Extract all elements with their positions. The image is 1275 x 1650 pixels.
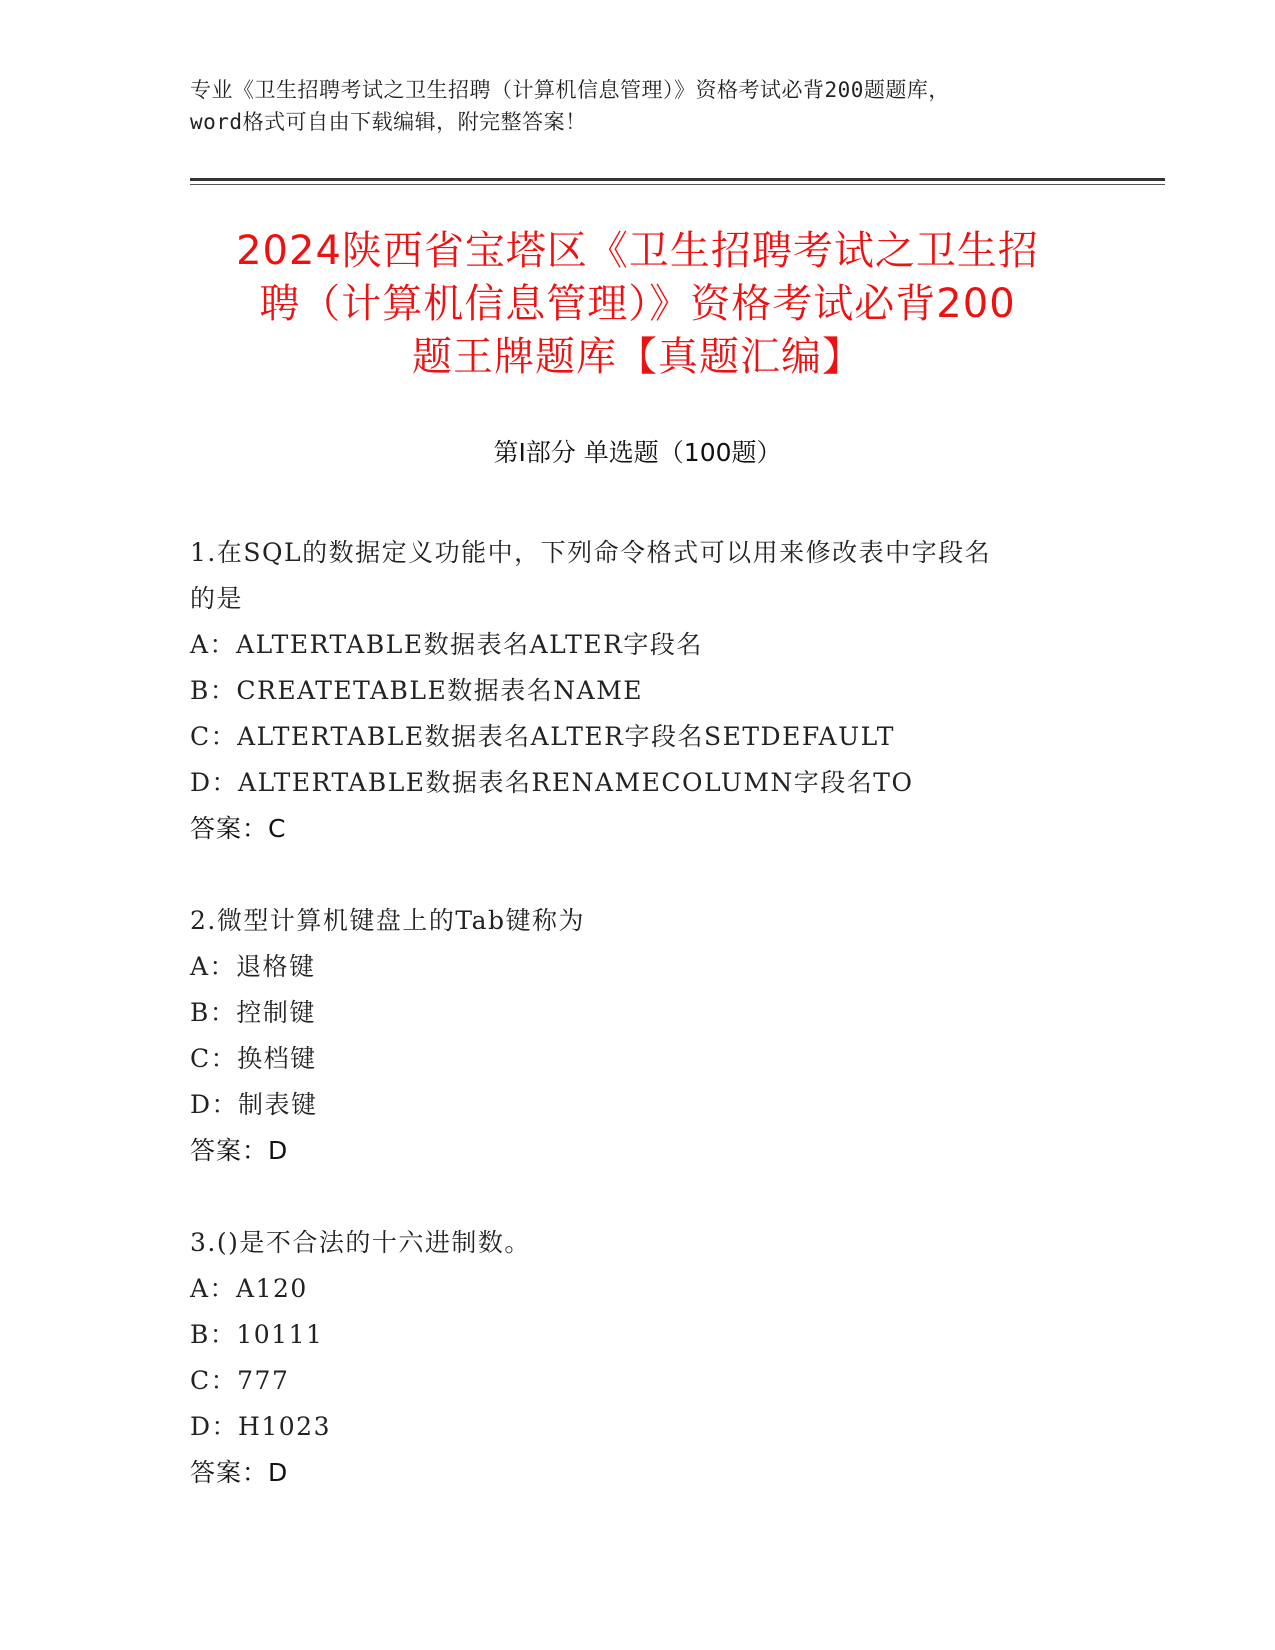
header-note-line-1: 专业《卫生招聘考试之卫生招聘（计算机信息管理）》资格考试必背200题题库， — [190, 78, 950, 102]
option-b: B：10111 — [190, 1320, 324, 1349]
question-3 — [190, 1220, 1090, 1496]
question-stem: 3.()是不合法的十六进制数。 — [190, 1228, 531, 1257]
question-stem-continued: 的是 — [190, 584, 244, 613]
option-d: D：H1023 — [190, 1412, 331, 1441]
option-d: D：制表键 — [190, 1090, 318, 1119]
option-c: C：777 — [190, 1366, 290, 1395]
option-c: C：ALTERTABLE数据表名ALTER字段名SETDEFAULT — [190, 722, 895, 751]
option-a: A：退格键 — [190, 952, 316, 981]
question-2 — [190, 898, 1090, 1174]
option-a: A：A120 — [190, 1274, 308, 1303]
header-note-line-2: word格式可自由下载编辑，附完整答案！ — [190, 110, 587, 134]
answer: 答案：D — [190, 1458, 289, 1487]
answer: 答案：C — [190, 814, 287, 843]
question-stem: 1.在SQL的数据定义功能中，下列命令格式可以用来修改表中字段名 — [190, 538, 992, 567]
question-1 — [190, 530, 1090, 852]
option-a: A：ALTERTABLE数据表名ALTER字段名 — [190, 630, 703, 659]
question-list — [190, 530, 1090, 1542]
option-b: B：CREATETABLE数据表名NAME — [190, 676, 644, 705]
title-line-2: 聘（计算机信息管理）》资格考试必背200 — [259, 281, 1016, 327]
section-heading: 第Ⅰ部分 单选题（100题） — [493, 438, 782, 467]
option-b: B：控制键 — [190, 998, 316, 1027]
option-d: D：ALTERTABLE数据表名RENAMECOLUMN字段名TO — [190, 768, 914, 797]
option-c: C：换档键 — [190, 1044, 317, 1073]
answer: 答案：D — [190, 1136, 289, 1165]
title-line-1: 2024陕西省宝塔区《卫生招聘考试之卫生招 — [236, 228, 1039, 274]
title-line-3: 题王牌题库【真题汇编】 — [412, 334, 863, 380]
header-note — [190, 74, 1090, 138]
header-divider-thick — [190, 178, 1165, 181]
header-divider-thin — [190, 184, 1165, 185]
document-title — [170, 225, 1105, 384]
question-stem: 2.微型计算机键盘上的Tab键称为 — [190, 906, 585, 935]
